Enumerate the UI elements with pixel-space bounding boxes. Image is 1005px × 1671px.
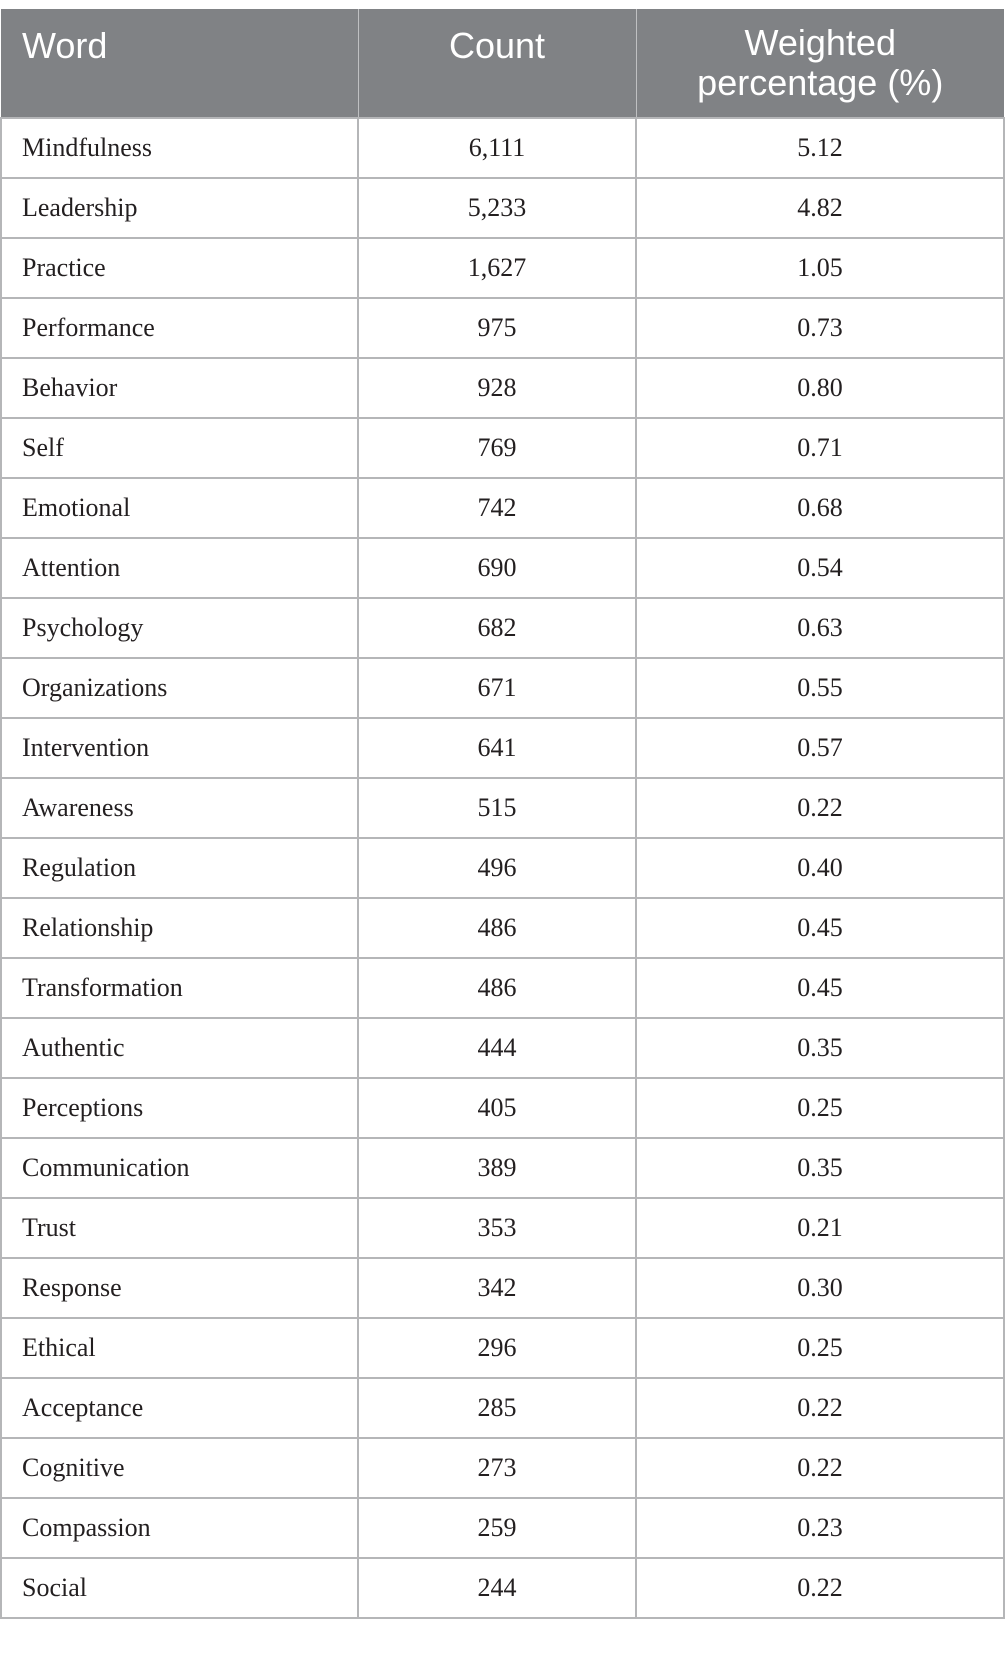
cell-weighted-percentage: 0.22: [636, 1378, 1004, 1438]
cell-weighted-percentage: 1.05: [636, 238, 1004, 298]
word-frequency-table-container: [0, 9, 1003, 1619]
cell-count: 285: [358, 1378, 636, 1438]
cell-count: 296: [358, 1318, 636, 1378]
cell-count: 5,233: [358, 178, 636, 238]
cell-word: Response: [1, 1258, 358, 1318]
table-header: [1, 9, 1004, 118]
table-row: [1, 1498, 1004, 1558]
table-row: [1, 1258, 1004, 1318]
cell-count: 671: [358, 658, 636, 718]
cell-weighted-percentage: 0.35: [636, 1018, 1004, 1078]
cell-word: Ethical: [1, 1318, 358, 1378]
table-row: [1, 1378, 1004, 1438]
cell-word: Intervention: [1, 718, 358, 778]
cell-word: Compassion: [1, 1498, 358, 1558]
cell-count: 682: [358, 598, 636, 658]
cell-count: 1,627: [358, 238, 636, 298]
cell-count: 6,111: [358, 118, 636, 178]
table-row: [1, 478, 1004, 538]
header-weighted-percentage-line1: Weighted: [744, 22, 896, 63]
cell-count: 389: [358, 1138, 636, 1198]
cell-word: Organizations: [1, 658, 358, 718]
header-count: Count: [358, 9, 636, 118]
cell-word: Perceptions: [1, 1078, 358, 1138]
word-frequency-table: [0, 9, 1005, 1619]
cell-weighted-percentage: 0.71: [636, 418, 1004, 478]
table-row: [1, 1318, 1004, 1378]
table-row: [1, 1438, 1004, 1498]
table-row: [1, 418, 1004, 478]
cell-weighted-percentage: 0.57: [636, 718, 1004, 778]
cell-count: 641: [358, 718, 636, 778]
cell-count: 486: [358, 898, 636, 958]
cell-count: 259: [358, 1498, 636, 1558]
cell-count: 769: [358, 418, 636, 478]
table-row: [1, 1558, 1004, 1618]
cell-word: Communication: [1, 1138, 358, 1198]
cell-word: Transformation: [1, 958, 358, 1018]
cell-word: Authentic: [1, 1018, 358, 1078]
table-row: [1, 898, 1004, 958]
table-row: [1, 358, 1004, 418]
table-row: [1, 1018, 1004, 1078]
table-row: [1, 118, 1004, 178]
cell-word: Acceptance: [1, 1378, 358, 1438]
cell-word: Social: [1, 1558, 358, 1618]
table-row: [1, 1138, 1004, 1198]
cell-word: Emotional: [1, 478, 358, 538]
cell-word: Regulation: [1, 838, 358, 898]
table-row: [1, 958, 1004, 1018]
cell-count: 353: [358, 1198, 636, 1258]
cell-count: 486: [358, 958, 636, 1018]
table-body: [1, 118, 1004, 1618]
cell-count: 405: [358, 1078, 636, 1138]
cell-weighted-percentage: 0.68: [636, 478, 1004, 538]
cell-weighted-percentage: 0.25: [636, 1318, 1004, 1378]
table-row: [1, 838, 1004, 898]
cell-count: 928: [358, 358, 636, 418]
table-row: [1, 658, 1004, 718]
cell-word: Behavior: [1, 358, 358, 418]
cell-word: Attention: [1, 538, 358, 598]
cell-weighted-percentage: 0.30: [636, 1258, 1004, 1318]
cell-weighted-percentage: 0.25: [636, 1078, 1004, 1138]
cell-word: Practice: [1, 238, 358, 298]
cell-count: 742: [358, 478, 636, 538]
cell-weighted-percentage: 0.22: [636, 1438, 1004, 1498]
cell-weighted-percentage: 0.55: [636, 658, 1004, 718]
cell-word: Leadership: [1, 178, 358, 238]
cell-weighted-percentage: 4.82: [636, 178, 1004, 238]
cell-word: Performance: [1, 298, 358, 358]
header-row: [1, 9, 1004, 118]
table-row: [1, 718, 1004, 778]
cell-weighted-percentage: 0.45: [636, 958, 1004, 1018]
cell-word: Psychology: [1, 598, 358, 658]
header-weighted-percentage-line2: percentage (%): [697, 62, 944, 103]
cell-word: Cognitive: [1, 1438, 358, 1498]
table-row: [1, 1198, 1004, 1258]
table-row: [1, 298, 1004, 358]
header-word: Word: [1, 9, 358, 118]
cell-count: 342: [358, 1258, 636, 1318]
cell-weighted-percentage: 0.21: [636, 1198, 1004, 1258]
cell-word: Awareness: [1, 778, 358, 838]
cell-word: Self: [1, 418, 358, 478]
table-row: [1, 538, 1004, 598]
cell-weighted-percentage: 0.35: [636, 1138, 1004, 1198]
cell-count: 273: [358, 1438, 636, 1498]
cell-count: 690: [358, 538, 636, 598]
table-row: [1, 778, 1004, 838]
cell-weighted-percentage: 0.22: [636, 778, 1004, 838]
cell-count: 496: [358, 838, 636, 898]
cell-weighted-percentage: 0.40: [636, 838, 1004, 898]
cell-weighted-percentage: 0.73: [636, 298, 1004, 358]
cell-count: 444: [358, 1018, 636, 1078]
table-row: [1, 238, 1004, 298]
cell-weighted-percentage: 0.45: [636, 898, 1004, 958]
cell-count: 975: [358, 298, 636, 358]
cell-weighted-percentage: 0.23: [636, 1498, 1004, 1558]
header-weighted-percentage: [636, 9, 1004, 118]
cell-weighted-percentage: 0.63: [636, 598, 1004, 658]
cell-weighted-percentage: 0.54: [636, 538, 1004, 598]
cell-weighted-percentage: 0.80: [636, 358, 1004, 418]
table-row: [1, 598, 1004, 658]
cell-weighted-percentage: 5.12: [636, 118, 1004, 178]
cell-count: 244: [358, 1558, 636, 1618]
cell-weighted-percentage: 0.22: [636, 1558, 1004, 1618]
table-row: [1, 178, 1004, 238]
cell-count: 515: [358, 778, 636, 838]
cell-word: Relationship: [1, 898, 358, 958]
cell-word: Mindfulness: [1, 118, 358, 178]
cell-word: Trust: [1, 1198, 358, 1258]
table-row: [1, 1078, 1004, 1138]
